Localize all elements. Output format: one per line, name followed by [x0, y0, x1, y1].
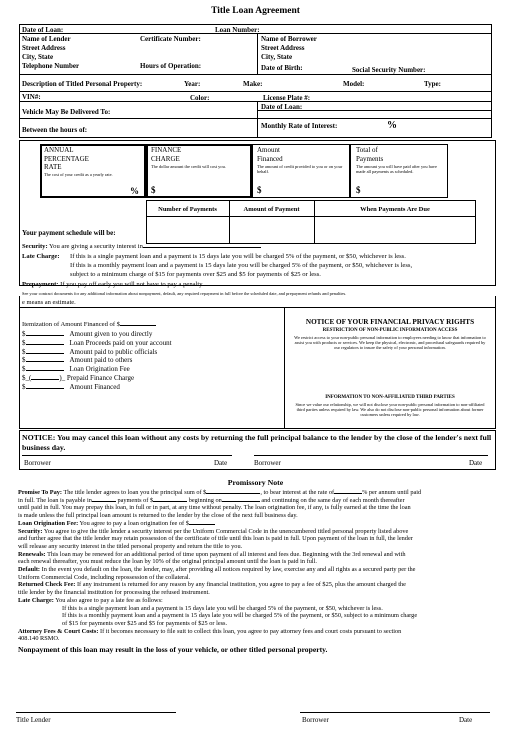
borrower-street-label: Street Address — [261, 44, 305, 52]
itemization-title: Itemization of Amount Financed of $ — [22, 321, 156, 329]
cancel-notice-text: NOTICE: You may cancel this loan without any costs by returning the full principal balance to the lender by the close of the lender's next full business day. — [22, 433, 492, 452]
amount-unit: $ — [257, 185, 262, 195]
schedule-header-number: Number of Payments — [158, 206, 217, 213]
notice-sig-date-1: Date — [214, 459, 228, 467]
promissory-body: Promise To Pay: The title lender agrees to loan you the principal sum of $ , to bear interest at the rate of % per annum until paid in full. The loan is payable in payments of $ beginning on and continuing on the same day of each month thereafter until paid in full. You may prepay this loan, in full or in part, at any time without penalty. The loan origination fee, if any, is fully earned at the time the loan is made unless the full principal loan amount is returned to the lender by the close of the next full business day. Loan Origination Fee: You agree to pay a loan origination fee of $ Security: You agree to give the title lender a security interest per the Uniform Commercial Code in the unencumbered titled personal property listed above and further agree that the title lender may retain possession of the certificate of title until this loan is paid in full. Upon payment of the loan in full, the lender will release any security interest in the titled personal property and return the title to you. Renewals: This loan may be renewed for an additional period of time upon payment of all interest and fees due. Beginning with the 3rd renewal and with each renewal thereafter, you must reduce the loan by 10% of the original principal amount until the loan is paid in full. Default: In the event you default on the loan, the lender, may, after providing all notices required by law, exercise any and all rights as a secured party per the Uniform Commercial Code, including repossession of the collateral. Returned Check Fee: If any instrument is returned for any reason by any financial institution, you agree to pay a fee of $25, plus the amount charged the title lender by the financial institution for processing the refused instrument. Late Charge: You also agree to pay a late fee as follows: If this is a single payment loan and a payment is 15 days late you will be charged 5% of the payment, or $50, whichever is less. If this is a monthly payment loan and a payment is 15 days late you will be charged 5% of the payment, or $50, subject to a minimum charge of $15 for payments over $25 and $5 for payments of $25 or less. Attorney Fees & Court Costs: If it becomes necessary to file suit to collect this loan, you agree to pay attorney fees and court costs pursuant to section 408.140 RSMO. — [18, 489, 422, 643]
sig-borrower: Borrower — [302, 716, 329, 724]
borrower-name-label: Name of Borrower — [261, 35, 317, 43]
make-label: Make: — [243, 80, 263, 88]
lender-phone-label: Telephone Number — [22, 62, 80, 70]
finance-unit: $ — [151, 185, 156, 195]
monthly-rate-percent: % — [387, 120, 397, 131]
late-charge-label: Late Charge: — [22, 253, 60, 260]
prepayment-line: Prepayment: If you pay off early you will not have to pay a penalty. — [22, 281, 204, 288]
promissory-title: Promissory Note — [227, 478, 284, 487]
lender-name-label: Name of Lender — [22, 35, 71, 43]
finance-title: FINANCE CHARGE — [151, 146, 182, 163]
total-desc: The amount you will have paid after you have made all payments as scheduled. — [356, 164, 437, 174]
color-label: Color: — [190, 94, 210, 102]
notice-sig-borrower-1: Borrower — [24, 459, 51, 467]
apr-title: ANNUAL PERCENTAGE RATE — [44, 146, 89, 171]
notice-sig-date-2: Date — [469, 459, 483, 467]
notice-sig-borrower-2: Borrower — [254, 459, 281, 467]
schedule-header-when: When Payments Are Due — [360, 206, 430, 213]
type-label: Type: — [424, 80, 441, 88]
amount-desc: The amount of credit provided to you or on your behalf. — [257, 164, 343, 174]
total-unit: $ — [356, 185, 361, 195]
late-charge-line-2: If this is a monthly payment loan and a payment is 15 days late you will be charged 5% of the payment, or $50, whichever is less, — [70, 262, 413, 269]
between-hours-label: Between the hours of: — [22, 126, 88, 134]
vin-label: VIN#: — [22, 93, 41, 101]
amount-title: Amount Financed — [257, 146, 283, 163]
delivered-to-label: Vehicle May Be Delivered To: — [22, 108, 111, 116]
schedule-header-amount: Amount of Payment — [243, 206, 300, 213]
nonpayment-warning: Nonpayment of this loan may result in the loss of your vehicle, or other titled personal property. — [18, 645, 328, 654]
privacy-subtitle-2: INFORMATION TO NON-AFFILIATED THIRD PARTIES — [325, 395, 455, 400]
total-title: Total of Payments — [356, 146, 384, 163]
monthly-rate-label: Monthly Rate of Interest: — [261, 122, 338, 130]
ssn-label: Social Security Number: — [352, 66, 426, 74]
privacy-text-1: We restrict access to your non-public personal information to employees needing to know that information to assist you with products or services. We keep the physical, electronic, and procedural safeguards required by our regulators to insure the safety of your personal information. — [294, 335, 486, 350]
model-label: Model: — [343, 80, 365, 88]
hours-of-operation-label: Hours of Operation: — [140, 62, 202, 70]
privacy-title: NOTICE OF YOUR FINANCIAL PRIVACY RIGHTS — [305, 318, 475, 326]
privacy-text-2: Since we value our relationship, we will not disclose your non-public personal information to non-affiliated third parties unless required by law. We also do not disclose non-public personal information about former customers unless required by law. — [295, 402, 485, 417]
vehicle-date-of-loan-label: Date of Loan: — [261, 103, 303, 111]
page-title: Title Loan Agreement — [211, 6, 300, 16]
estimate-note: e means an estimate. — [22, 299, 76, 306]
year-label: Year: — [184, 80, 201, 88]
estimate-box — [19, 296, 496, 307]
see-contract-text: See your contract documents for any additional information about nonpayment, default, any required repayment in full before the scheduled date, and prepayment refunds and penalties. — [22, 291, 347, 296]
late-charge-line-3: subject to a minimum charge of $15 for payments over $25 and $5 for payments of $25 or less. — [70, 271, 321, 278]
sig-title-lender: Title Lender — [16, 716, 51, 724]
date-of-loan-label: Date of Loan: — [22, 25, 64, 34]
payment-schedule-label: Your payment schedule will be: — [22, 229, 116, 237]
privacy-subtitle-1: RESTRICTION OF NON-PUBLIC INFORMATION ACCESS — [322, 328, 458, 333]
itemization-rows: $ Amount given to you directly $ Loan Proceeds paid on your account $ Amount paid to public officials $ Amount paid to others $ Loan Origination Fee $_( )_ Prepaid Finance Charge $ Amount Financed — [22, 330, 172, 391]
late-charge-line-1: If this is a single payment loan and a payment is 15 days late you will be charged 5% of the payment, or $50, whichever is less. — [70, 253, 406, 260]
apr-unit: % — [130, 186, 139, 196]
borrower-city-label: City, State — [261, 53, 293, 61]
finance-desc: The dollar amount the credit will cost you. — [151, 164, 226, 169]
apr-desc: The cost of your credit as a yearly rate. — [44, 172, 113, 177]
license-plate-label: License Plate #: — [263, 94, 311, 102]
sig-date: Date — [459, 716, 473, 724]
security-disclosure: Security: You are giving a security interest in — [22, 243, 261, 251]
loan-number-label: Loan Number: — [215, 25, 260, 34]
date-of-birth-label: Date of Birth: — [261, 64, 303, 72]
lender-street-label: Street Address — [22, 44, 66, 52]
property-description-label: Description of Titled Personal Property: — [22, 80, 143, 88]
lender-city-label: City, State — [22, 53, 54, 61]
certificate-number-label: Certificate Number: — [140, 35, 201, 43]
